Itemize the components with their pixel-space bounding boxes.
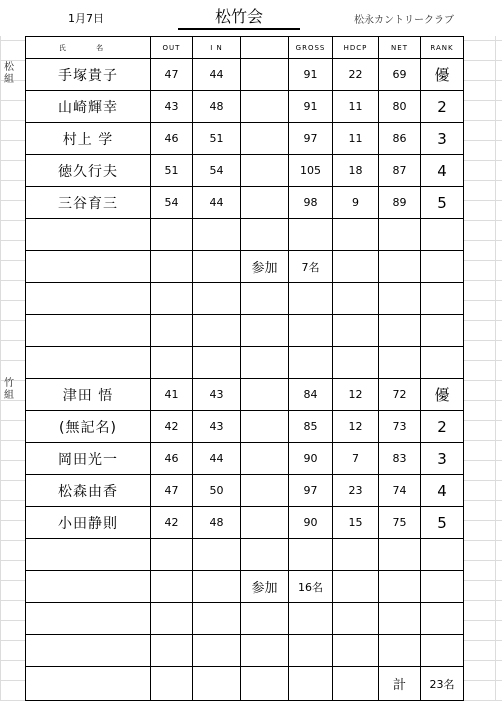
empty-cell bbox=[379, 283, 421, 315]
empty-cell bbox=[333, 283, 379, 315]
empty-cell bbox=[241, 603, 289, 635]
net-score: 87 bbox=[379, 155, 421, 187]
header-in: I N bbox=[193, 37, 241, 59]
out-score: 42 bbox=[151, 507, 193, 539]
net-score: 83 bbox=[379, 443, 421, 475]
player-name: 津田 悟 bbox=[26, 379, 151, 411]
empty-cell bbox=[151, 315, 193, 347]
gross-score: 97 bbox=[289, 123, 333, 155]
blank-cell bbox=[241, 59, 289, 91]
net-score: 80 bbox=[379, 91, 421, 123]
empty-cell bbox=[379, 347, 421, 379]
participation-label: 参加 bbox=[241, 251, 289, 283]
empty-cell bbox=[289, 283, 333, 315]
event-date: 1月7日 bbox=[68, 12, 104, 25]
net-score: 72 bbox=[379, 379, 421, 411]
empty-cell bbox=[421, 571, 464, 603]
header-net: NET bbox=[379, 37, 421, 59]
player-row bbox=[26, 411, 464, 443]
empty-cell bbox=[289, 635, 333, 667]
empty-cell bbox=[241, 283, 289, 315]
player-name: 小田静則 bbox=[26, 507, 151, 539]
player-row bbox=[26, 379, 464, 411]
header-blank bbox=[241, 37, 289, 59]
empty-cell bbox=[333, 635, 379, 667]
total-count: 23名 bbox=[421, 667, 464, 701]
empty-cell bbox=[289, 539, 333, 571]
gross-score: 98 bbox=[289, 187, 333, 219]
empty-cell bbox=[193, 571, 241, 603]
page-title: 松竹会 bbox=[178, 4, 300, 30]
empty-cell bbox=[193, 347, 241, 379]
participation-count: 7名 bbox=[289, 251, 333, 283]
blank-cell bbox=[241, 155, 289, 187]
blank-cell bbox=[241, 123, 289, 155]
hdcp-value: 12 bbox=[333, 411, 379, 443]
empty-cell bbox=[26, 347, 151, 379]
hdcp-value: 18 bbox=[333, 155, 379, 187]
in-score: 44 bbox=[193, 187, 241, 219]
player-name: 松森由香 bbox=[26, 475, 151, 507]
header-out: OUT bbox=[151, 37, 193, 59]
empty-cell bbox=[151, 635, 193, 667]
empty-cell bbox=[241, 347, 289, 379]
hdcp-value: 11 bbox=[333, 123, 379, 155]
sheet-header bbox=[0, 0, 502, 36]
hdcp-value: 9 bbox=[333, 187, 379, 219]
out-score: 42 bbox=[151, 411, 193, 443]
empty-cell bbox=[289, 347, 333, 379]
out-score: 43 bbox=[151, 91, 193, 123]
empty-cell bbox=[193, 251, 241, 283]
group-label-matsu bbox=[3, 62, 17, 86]
net-score: 75 bbox=[379, 507, 421, 539]
empty-cell bbox=[421, 539, 464, 571]
empty-cell bbox=[333, 251, 379, 283]
empty-cell bbox=[151, 251, 193, 283]
empty-cell bbox=[289, 315, 333, 347]
empty-cell bbox=[193, 219, 241, 251]
rank-value: 2 bbox=[421, 411, 464, 443]
rank-value: 3 bbox=[421, 123, 464, 155]
empty-cell bbox=[241, 219, 289, 251]
hdcp-value: 12 bbox=[333, 379, 379, 411]
rank-value: 4 bbox=[421, 475, 464, 507]
empty-cell bbox=[151, 219, 193, 251]
net-score: 89 bbox=[379, 187, 421, 219]
empty-cell bbox=[193, 315, 241, 347]
total-label: 計 bbox=[379, 667, 421, 701]
empty-cell bbox=[241, 315, 289, 347]
empty-cell bbox=[151, 283, 193, 315]
player-row bbox=[26, 123, 464, 155]
participation-row bbox=[26, 571, 464, 603]
participation-count: 16名 bbox=[289, 571, 333, 603]
empty-cell bbox=[333, 603, 379, 635]
hdcp-value: 11 bbox=[333, 91, 379, 123]
rank-value: 2 bbox=[421, 91, 464, 123]
empty-cell bbox=[241, 539, 289, 571]
empty-cell bbox=[193, 283, 241, 315]
empty-cell bbox=[379, 635, 421, 667]
header-hdcp: HDCP bbox=[333, 37, 379, 59]
participation-label: 参加 bbox=[241, 571, 289, 603]
empty-cell bbox=[421, 251, 464, 283]
player-name: 岡田光一 bbox=[26, 443, 151, 475]
player-row bbox=[26, 59, 464, 91]
empty-row bbox=[26, 539, 464, 571]
in-score: 43 bbox=[193, 411, 241, 443]
in-score: 43 bbox=[193, 379, 241, 411]
total-row bbox=[26, 667, 464, 701]
out-score: 41 bbox=[151, 379, 193, 411]
player-row bbox=[26, 91, 464, 123]
rank-value: 4 bbox=[421, 155, 464, 187]
group-label-text: 松組 bbox=[4, 62, 14, 85]
empty-cell bbox=[333, 219, 379, 251]
gross-score: 91 bbox=[289, 91, 333, 123]
empty-cell bbox=[151, 571, 193, 603]
net-score: 73 bbox=[379, 411, 421, 443]
hdcp-value: 22 bbox=[333, 59, 379, 91]
empty-cell bbox=[26, 219, 151, 251]
gross-score: 90 bbox=[289, 507, 333, 539]
player-row bbox=[26, 187, 464, 219]
in-score: 48 bbox=[193, 91, 241, 123]
player-row bbox=[26, 475, 464, 507]
in-score: 54 bbox=[193, 155, 241, 187]
blank-cell bbox=[241, 91, 289, 123]
empty-row bbox=[26, 283, 464, 315]
net-score: 69 bbox=[379, 59, 421, 91]
empty-cell bbox=[333, 315, 379, 347]
player-row bbox=[26, 155, 464, 187]
empty-cell bbox=[379, 315, 421, 347]
empty-cell bbox=[421, 603, 464, 635]
player-row bbox=[26, 443, 464, 475]
gross-score: 85 bbox=[289, 411, 333, 443]
player-row bbox=[26, 507, 464, 539]
empty-cell bbox=[151, 347, 193, 379]
out-score: 46 bbox=[151, 443, 193, 475]
group-label-text: 竹組 bbox=[4, 378, 14, 401]
empty-cell bbox=[151, 603, 193, 635]
player-name: 徳久行夫 bbox=[26, 155, 151, 187]
empty-row bbox=[26, 635, 464, 667]
empty-cell bbox=[421, 347, 464, 379]
empty-row bbox=[26, 219, 464, 251]
gross-score: 97 bbox=[289, 475, 333, 507]
empty-cell bbox=[193, 603, 241, 635]
blank-cell bbox=[241, 507, 289, 539]
empty-cell bbox=[333, 571, 379, 603]
gross-score: 90 bbox=[289, 443, 333, 475]
empty-cell bbox=[289, 219, 333, 251]
hdcp-value: 15 bbox=[333, 507, 379, 539]
empty-row bbox=[26, 315, 464, 347]
in-score: 50 bbox=[193, 475, 241, 507]
empty-cell bbox=[379, 571, 421, 603]
gross-score: 105 bbox=[289, 155, 333, 187]
player-name: (無記名) bbox=[26, 411, 151, 443]
empty-cell bbox=[193, 635, 241, 667]
empty-cell bbox=[289, 603, 333, 635]
player-name: 山崎輝幸 bbox=[26, 91, 151, 123]
empty-cell bbox=[379, 251, 421, 283]
empty-cell bbox=[379, 539, 421, 571]
empty-cell bbox=[421, 283, 464, 315]
empty-row bbox=[26, 347, 464, 379]
player-name: 三谷育三 bbox=[26, 187, 151, 219]
blank-cell bbox=[241, 187, 289, 219]
rank-value: 5 bbox=[421, 187, 464, 219]
results-table bbox=[25, 36, 464, 701]
hdcp-value: 23 bbox=[333, 475, 379, 507]
header-row bbox=[26, 37, 464, 59]
empty-cell bbox=[193, 539, 241, 571]
blank-cell bbox=[241, 443, 289, 475]
in-score: 44 bbox=[193, 59, 241, 91]
hdcp-value: 7 bbox=[333, 443, 379, 475]
header-rank: RANK bbox=[421, 37, 464, 59]
out-score: 47 bbox=[151, 475, 193, 507]
empty-cell bbox=[421, 635, 464, 667]
net-score: 74 bbox=[379, 475, 421, 507]
empty-cell bbox=[241, 635, 289, 667]
participation-row bbox=[26, 251, 464, 283]
group-label-take bbox=[3, 378, 17, 402]
empty-cell bbox=[26, 539, 151, 571]
empty-cell bbox=[421, 219, 464, 251]
empty-cell bbox=[26, 315, 151, 347]
empty-cell bbox=[26, 635, 151, 667]
rank-value: 5 bbox=[421, 507, 464, 539]
empty-cell bbox=[151, 539, 193, 571]
empty-cell bbox=[379, 603, 421, 635]
empty-cell bbox=[26, 283, 151, 315]
empty-cell bbox=[26, 251, 151, 283]
empty-row bbox=[26, 603, 464, 635]
player-name: 手塚貴子 bbox=[26, 59, 151, 91]
rank-value: 3 bbox=[421, 443, 464, 475]
gross-score: 84 bbox=[289, 379, 333, 411]
out-score: 51 bbox=[151, 155, 193, 187]
gross-score: 91 bbox=[289, 59, 333, 91]
in-score: 44 bbox=[193, 443, 241, 475]
rank-value: 優 bbox=[421, 379, 464, 411]
header-name: 氏 名 bbox=[26, 37, 151, 59]
empty-cell bbox=[26, 603, 151, 635]
in-score: 48 bbox=[193, 507, 241, 539]
club-name: 松永カントリークラブ bbox=[354, 15, 454, 26]
blank-cell bbox=[241, 475, 289, 507]
out-score: 46 bbox=[151, 123, 193, 155]
out-score: 47 bbox=[151, 59, 193, 91]
empty-cell bbox=[421, 315, 464, 347]
in-score: 51 bbox=[193, 123, 241, 155]
empty-cell bbox=[26, 571, 151, 603]
empty-cell bbox=[333, 539, 379, 571]
net-score: 86 bbox=[379, 123, 421, 155]
player-name: 村上 学 bbox=[26, 123, 151, 155]
empty-cell bbox=[333, 347, 379, 379]
header-gross: GROSS bbox=[289, 37, 333, 59]
blank-cell bbox=[241, 379, 289, 411]
rank-value: 優 bbox=[421, 59, 464, 91]
empty-cell bbox=[379, 219, 421, 251]
out-score: 54 bbox=[151, 187, 193, 219]
blank-cell bbox=[241, 411, 289, 443]
